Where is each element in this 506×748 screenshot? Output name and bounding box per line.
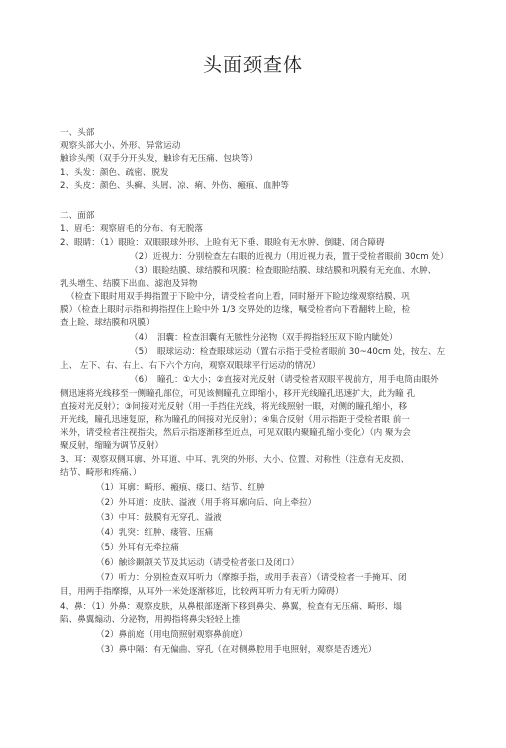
- text-line: 聚反射，缩瞳为调节反射）: [60, 441, 164, 451]
- text-line: 1、头发：颜色、疏密、脱发: [60, 168, 169, 178]
- text-line: （4）乳突：红肿、瘘管、压痛: [96, 528, 214, 538]
- page-title: 头面颈查体: [202, 54, 303, 76]
- text-line: （5）外耳有无牵拉痛: [96, 543, 179, 553]
- text-line: （4） 泪囊：检查泪囊有无脓性分泌物（双手拇指轻压双下睑内眦处）: [130, 333, 398, 343]
- text-line: 陷、鼻翼煽动、分泌物，用拇指将鼻尖轻轻上推: [60, 615, 241, 625]
- text-line: 二、面部: [60, 211, 95, 221]
- text-line: 膜）（检查上眼时示指和拇指捏住上睑中外 1/3 交界处的边缘，嘱受检者向下看翻转上睑，检: [60, 305, 411, 315]
- text-line: （2）近视力：分别检查左右眼的近视力（用近视力表，置于受检者眼前 30cm 处）: [130, 252, 449, 262]
- text-line: （2）鼻前庭（用电筒照射观察鼻前庭）: [96, 630, 248, 640]
- text-line: 触诊头颅（双手分开头发，触诊有无压痛、包块等）: [60, 154, 258, 164]
- text-line: （5） 眼球运动：检查眼球运动（置右示指于受检者眼前 30~40cm 处，按左、左: [130, 347, 446, 357]
- text-line: 目，用两手指摩擦，从耳外一米处逐渐移近，比较两耳听力有无听力障碍）: [60, 587, 344, 597]
- text-line: 米外，请受检者注视指尖，然后示指逐渐移至近点，可见双眼内聚瞳孔缩小变化）（内 聚为会: [60, 428, 411, 438]
- text-line: 3、耳：观察双侧耳廓、外耳道、中耳、乳突的外形、大小、位置、对称性（注意有无皮损、: [60, 455, 410, 465]
- text-line: 2、头皮：颜色、头癣、头屑、凉、痢、外伤、瘢痕、血肿等: [60, 181, 289, 191]
- text-line: 查上睑、球结膜和巩膜）: [60, 318, 155, 328]
- text-line: 乳头增生、结膜下出血、滤泡及异物: [60, 279, 198, 289]
- text-line: 一、头部: [60, 128, 95, 138]
- text-line: （6）触诊颞颌关节及其运动（请受检者张口及闭口）: [96, 558, 300, 568]
- text-line: （3）鼻中隔：有无偏曲、穿孔（在对侧鼻腔用手电照射，观察是否透光）: [96, 645, 377, 655]
- text-line: 2、眼睛：（1）眼睑：双眼眼球外形、上睑有无下垂、眼睑有无水肿、倒睫、闭合障碍: [60, 238, 385, 248]
- text-line: （7）听力：分别检查双耳听力（摩擦手指，或用手表音）（请受检者一手掩耳、闭: [96, 573, 407, 583]
- text-line: （1）耳廓：畸形、瘢痕、瘘口、结节、红肿: [96, 483, 265, 493]
- text-line: （6） 瞳孔：①大小；②直接对光反射（请受检者双眼平视前方，用手电筒由眼外: [130, 375, 439, 385]
- text-line: 4、鼻：（1）外鼻：观察皮肤，从鼻根部逐渐下移到鼻尖、鼻翼，检查有无压痛、畸形、塌: [60, 602, 402, 612]
- text-line: （3）眼睑结膜、球结膜和巩膜：检查眼睑结膜、球结膜和巩膜有无充血、水肿、: [130, 266, 437, 276]
- text-line: 1、眉毛：观察眉毛的分布、有无脱落: [60, 224, 203, 234]
- text-line: 上、 左下、右、右上、右下六个方向，观察双眼球平行运动的情况）: [60, 361, 321, 371]
- text-line: 直接对光反射）；③间接对光反射（用一手挡住光线，将光线照射一眼，对侧的瞳孔缩小，移: [60, 402, 408, 412]
- text-line: （2）外耳道：皮肤、溢液（用手将耳廓向后、向上牵拉）: [96, 498, 317, 508]
- text-line: （3）中耳：鼓膜有无穿孔、溢液: [96, 513, 222, 523]
- text-line: 观察头部大小、外形、异常运动: [60, 141, 181, 151]
- text-line: （检查下眼时用双手拇指置于下睑中分，请受检者向上看，同时掰开下睑边缘观察结膜、巩: [66, 292, 410, 302]
- text-line: 侧迅速将光线移至一侧瞳孔部位，可见该侧瞳孔立即缩小，移开光线瞳孔迅速扩大，此为瞳 孔: [60, 389, 416, 399]
- text-line: 结节、畸形和疼痛、）: [60, 468, 142, 478]
- text-line: 开光线，瞳孔迅速复原，称为瞳孔的间接对光反射）；④集合反射（用示指距于受检者眼 前一: [60, 415, 410, 425]
